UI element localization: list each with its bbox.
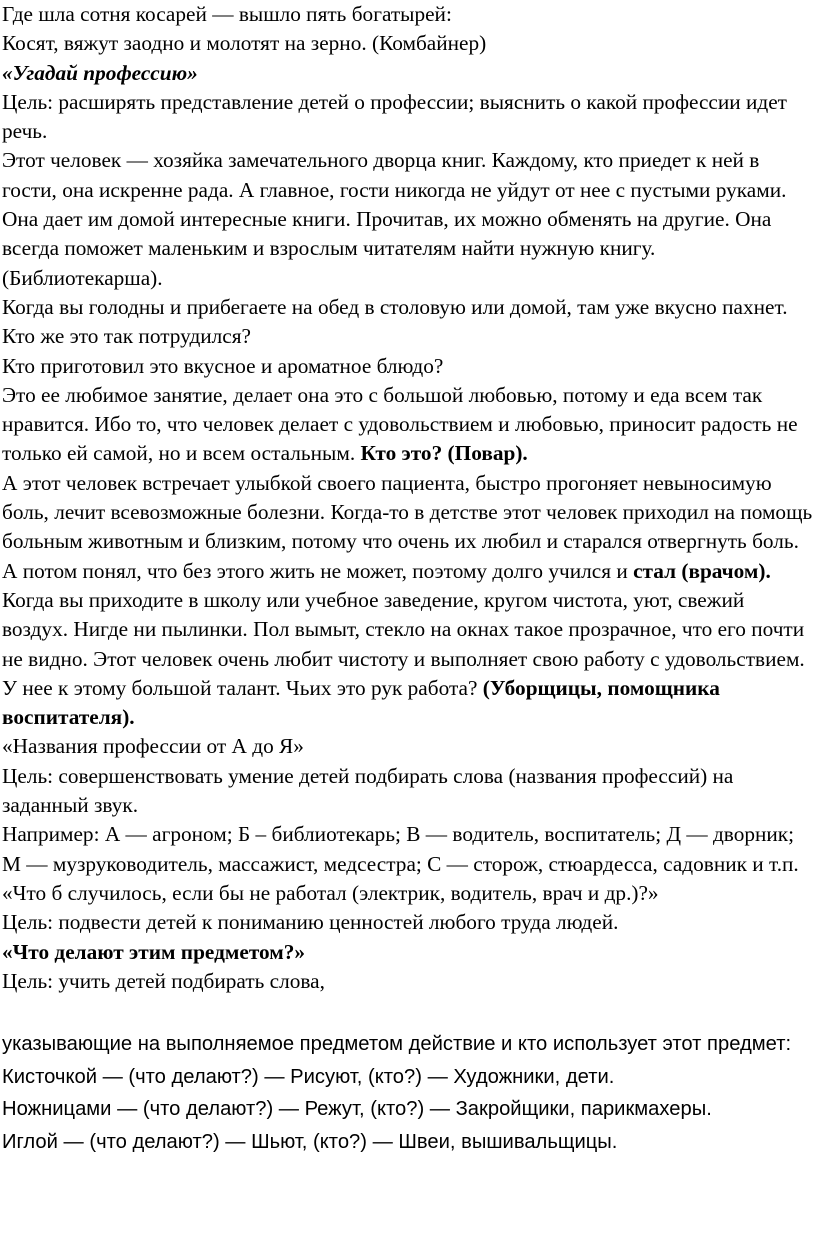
- text-run: Цель: совершенствовать умение детей подбирать слова (названия профессий) на заданный звук.: [2, 763, 734, 818]
- paragraph: [2, 381, 814, 469]
- paragraph: [2, 469, 814, 586]
- paragraph: [2, 59, 814, 88]
- paragraph: [2, 938, 814, 967]
- paragraph: [2, 908, 814, 937]
- paragraph: [2, 293, 814, 322]
- section-gap: [2, 996, 814, 1028]
- paragraph: [2, 1093, 814, 1126]
- emphasized-text: «Угадай профессию»: [2, 60, 198, 85]
- emphasized-text: Кто это? (Повар).: [360, 441, 528, 466]
- text-run: Это ее любимое занятие, делает она это с большой любовью, потому и еда всем так нравится. Ибо то, что человек делает с удовольствием и любовью, приносит радость не только ей самой, но и всем остальным.: [2, 382, 798, 466]
- text-run: Косят, вяжут заодно и молотят на зерно. (Комбайнер): [2, 31, 487, 56]
- paragraph: [2, 732, 814, 761]
- text-run: «Что б случилось, если бы не работал (электрик, водитель, врач и др.)?»: [2, 880, 659, 905]
- paragraph: [2, 352, 814, 381]
- text-run: Иглой — (что делают?) — Шьют, (кто?) — Швеи, вышивальщицы.: [2, 1130, 618, 1153]
- paragraph: [2, 879, 814, 908]
- paragraph: [2, 1028, 814, 1061]
- text-run: Когда вы голодны и прибегаете на обед в столовую или домой, там уже вкусно пахнет.: [2, 294, 788, 319]
- text-run: указывающие на выполняемое предметом действие и кто использует этот предмет:: [2, 1033, 792, 1056]
- text-run: Когда вы приходите в школу или учебное заведение, кругом чистота, уют, свежий воздух. Нигде ни пылинки. Пол вымыт, стекло на окнах такое прозрачное, что его почти не видно. Этот человек очень любит чистоту и выполняет свою работу с удовольствием. У нее к этому большой талант. Чьих это рук работа?: [2, 587, 805, 700]
- text-run: А этот человек встречает улыбкой своего пациента, быстро прогоняет невыносимую боль, лечит всевозможные болезни. Когда-то в детстве этот человек приходил на помощь больным животным и близким, потому что очень их любил и старался отвергнуть боль. А потом понял, что без этого жить не может, поэтому долго учился и: [2, 470, 813, 583]
- document-page: [2, 0, 814, 1158]
- text-run: Цель: учить детей подбирать слова,: [2, 968, 325, 993]
- sans-section: [2, 1028, 814, 1158]
- emphasized-text: стал (врачом).: [633, 558, 771, 583]
- serif-section: [2, 0, 814, 996]
- text-run: Кисточкой — (что делают?) — Рисуют, (кто?) — Художники, дети.: [2, 1065, 615, 1088]
- paragraph: [2, 29, 814, 58]
- paragraph: [2, 967, 814, 996]
- paragraph: [2, 820, 814, 879]
- text-run: Ножницами — (что делают?) — Режут, (кто?) — Закройщики, парикмахеры.: [2, 1098, 712, 1121]
- paragraph: [2, 88, 814, 147]
- text-run: «Названия профессии от А до Я»: [2, 734, 304, 759]
- paragraph: [2, 586, 814, 732]
- text-run: Этот человек — хозяйка замечательного дворца книг. Каждому, кто приедет к ней в гости, она искренне рада. А главное, гости никогда не уйдут от нее с пустыми руками. Она дает им домой интересные книги. Прочитав, их можно обменять на другие. Она всегда поможет маленьким и взрослым читателям найти нужную книгу. (Библиотекарша).: [2, 148, 787, 290]
- text-run: Кто же это так потрудился?: [2, 324, 252, 349]
- text-run: Где шла сотня косарей — вышло пять богатырей:: [2, 2, 452, 26]
- emphasized-text: «Что делают этим предметом?»: [2, 939, 306, 964]
- paragraph: [2, 762, 814, 821]
- paragraph: [2, 322, 814, 351]
- paragraph: [2, 0, 814, 29]
- text-run: Цель: подвести детей к пониманию ценностей любого труда людей.: [2, 910, 619, 935]
- paragraph: [2, 146, 814, 292]
- text-run: Кто приготовил это вкусное и ароматное блюдо?: [2, 353, 444, 378]
- text-run: Например: А — агроном; Б – библиотекарь; В — водитель, воспитатель; Д — дворник; М — музруководитель, массажист, медсестра; С — сторож, стюардесса, садовник и т.п.: [2, 822, 799, 876]
- emphasized-text: (Уборщицы, помощника воспитателя).: [2, 675, 720, 730]
- text-run: Цель: расширять представление детей о профессии; выяснить о какой профессии идет речь.: [2, 89, 787, 144]
- paragraph: [2, 1061, 814, 1094]
- paragraph: [2, 1126, 814, 1159]
